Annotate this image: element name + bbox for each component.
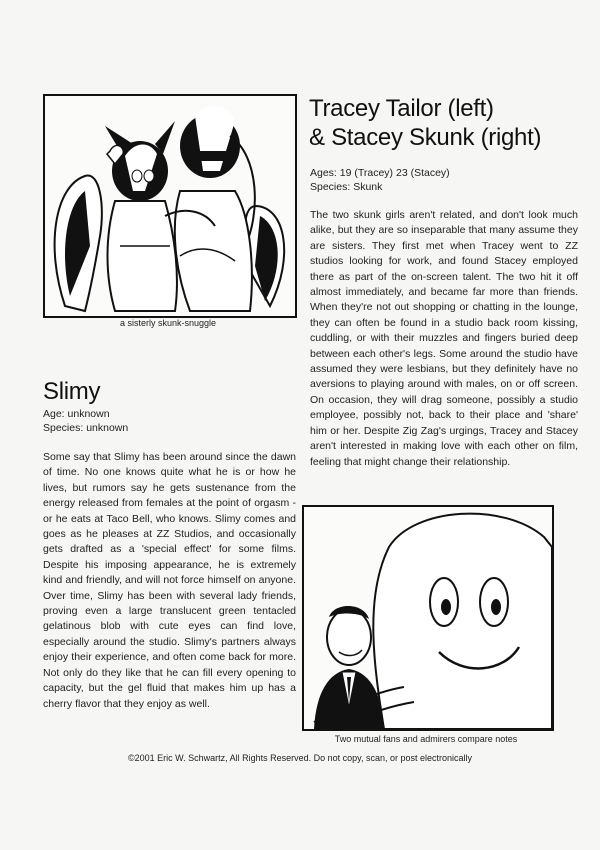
- skunk-illustration: [45, 96, 295, 316]
- skunk-illustration-caption: a sisterly skunk-snuggle: [119, 318, 217, 328]
- tracey-stacey-title-line1: Tracey Tailor (left): [309, 95, 494, 122]
- copyright-notice: ©2001 Eric W. Schwartz, All Rights Reserved. Do not copy, scan, or post electronically: [127, 753, 473, 763]
- tracey-stacey-species: Species: Skunk: [310, 181, 383, 193]
- slimy-bio: Some say that Slimy has been around since the dawn of time. No one knows quite what he is or how he lives, but rumors say he gets sustenance from the energy released from females at the point of orgasm - or he eats at Taco Bell, who knows. Slimy comes and goes as he pleases at ZZ Studios, and occasionally gets drafted as a 'special effect' for some films. Despite his imposing appearance, he is extremely kind and friendly, and will not force himself on anyone. Over time, Slimy has been with several lady friends, proving even a large translucent green tentacled gelatinous blob with cute eyes can find love, especially around the studio. Slimy's partners always enjoy their experience, and often come back for more. Not only do they like that he can fill every opening to capacity, but the gel fluid that makes him up has a cherry flavor that they enjoy as well.: [43, 451, 296, 710]
- tracey-stacey-ages: Ages: 19 (Tracey) 23 (Stacey): [310, 167, 450, 179]
- slimy-age: Age: unknown: [43, 408, 110, 420]
- tracey-stacey-title-line2: & Stacey Skunk (right): [309, 124, 542, 151]
- slimy-illustration-panel: [302, 505, 554, 731]
- skunk-illustration-panel: [43, 94, 297, 318]
- tracey-stacey-bio: The two skunk girls aren't related, and don't look much alike, but they are so inseparable that many assume they are sisters. They first met when Tracey went to ZZ studios looking for work, and found Stacey employed there as part of the on-screen talent. The two hit it off almost immediately, and became far more than friends. When they're not out shopping or chatting in the lounge, they can often be found in a studio back room kissing, cuddling, or with their muzzles and fingers buried deep between each other's legs. Some around the studio have assumed they were lesbians, but they definitely have no aversions to playing around with males, on or off screen. On occasion, they will drag someone, possibly a studio employee, possibly not, back to their place and 'share' him or her. Despite Zig Zag's urgings, Tracey and Stacey aren't interested in making love with each other on film, feeling that might change their relationship.: [310, 209, 578, 468]
- slimy-title: Slimy: [43, 378, 101, 405]
- slimy-illustration-caption: Two mutual fans and admirers compare notes: [334, 734, 518, 744]
- slimy-species: Species: unknown: [43, 422, 129, 434]
- slimy-illustration: [304, 507, 552, 729]
